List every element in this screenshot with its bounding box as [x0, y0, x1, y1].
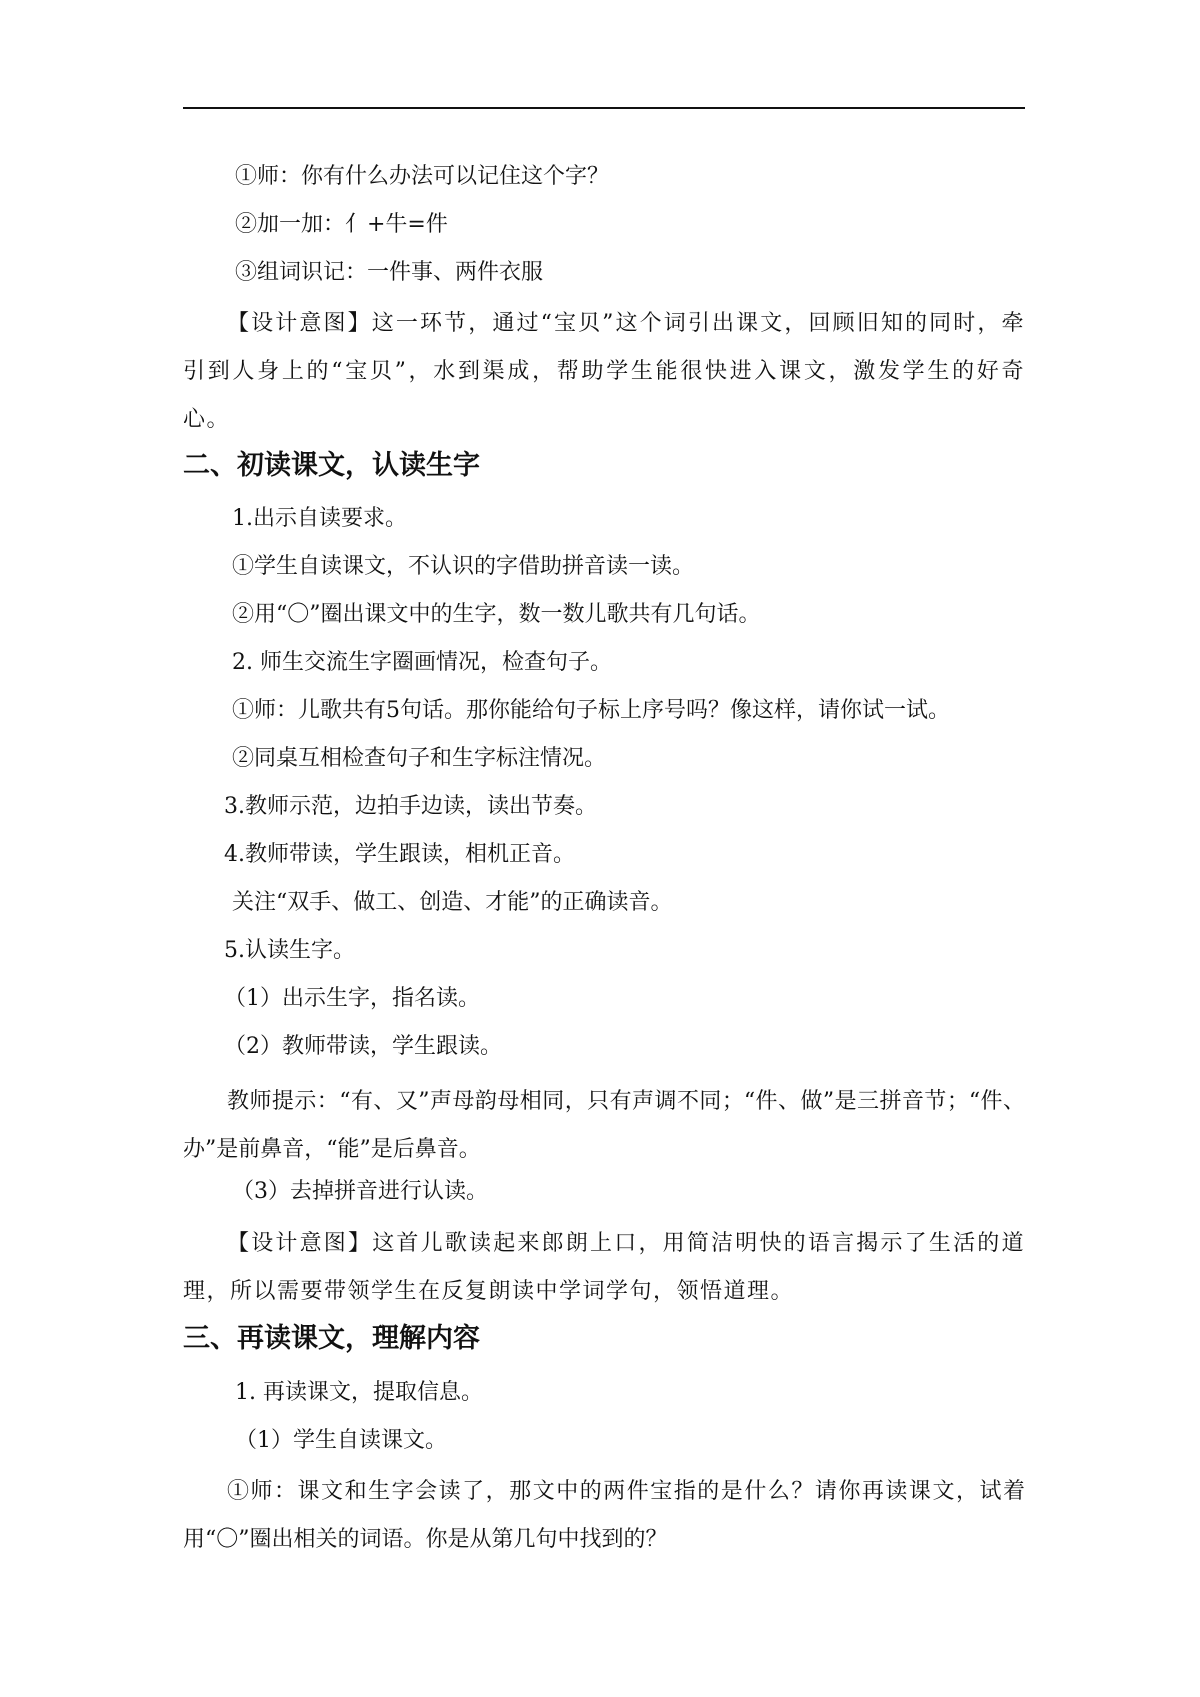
design-intent-paragraph: 【设计意图】这首儿歌读起来郎朗上口，用简洁明快的语言揭示了生活的道理，所以需要带领学生在反复朗读中学词学句，领悟道理。: [183, 1231, 1025, 1304]
text-line: ①师：你有什么办法可以记住这个字？: [235, 164, 610, 189]
section-heading: 三、再读课文，理解内容: [183, 1323, 480, 1354]
list-item: 1. 再读课文，提取信息。: [235, 1380, 483, 1405]
teacher-tip-paragraph: 教师提示：“有、又”声母韵母相同，只有声调不同；“件、做”是三拼音节；“件、办”是前鼻音，“能”是后鼻音。: [183, 1089, 1025, 1162]
question-paragraph: ①师：课文和生字会读了，那文中的两件宝指的是什么？请你再读课文，试着用“〇”圈出相关的词语。你是从第几句中找到的？: [183, 1479, 1025, 1552]
header-rule: [183, 107, 1025, 109]
list-item: 1.出示自读要求。: [232, 506, 407, 531]
list-item: （1）学生自读课文。: [235, 1428, 447, 1453]
list-item: （1）出示生字，指名读。: [224, 986, 480, 1011]
list-item: 5.认读生字。: [224, 938, 355, 963]
list-item: 3.教师示范，边拍手边读，读出节奏。: [224, 794, 597, 819]
list-item: （2）教师带读，学生跟读。: [224, 1034, 502, 1059]
list-item: ①师：儿歌共有5句话。那你能给句子标上序号吗？像这样，请你试一试。: [232, 698, 950, 723]
design-intent-paragraph: 【设计意图】这一环节，通过“宝贝”这个词引出课文，回顾旧知的同时，牵引到人身上的“宝贝”，水到渠成，帮助学生能很快进入课文，激发学生的好奇心。: [183, 311, 1025, 432]
text-line: ②加一加：亻+牛=件: [235, 212, 448, 237]
list-item: 4.教师带读，学生跟读，相机正音。: [224, 842, 575, 867]
list-item: 关注“双手、做工、创造、才能”的正确读音。: [232, 890, 673, 915]
list-item: 2. 师生交流生字圈画情况，检查句子。: [232, 650, 612, 675]
list-item: ②用“〇”圈出课文中的生字，数一数儿歌共有几句话。: [232, 602, 761, 627]
section-heading: 二、初读课文，认读生字: [183, 450, 480, 481]
list-item: ①学生自读课文，不认识的字借助拼音读一读。: [232, 554, 695, 579]
list-item: ②同桌互相检查句子和生字标注情况。: [232, 746, 607, 771]
text-line: ③组词识记：一件事、两件衣服: [235, 260, 544, 285]
list-item: （3）去掉拼音进行认读。: [232, 1179, 488, 1204]
